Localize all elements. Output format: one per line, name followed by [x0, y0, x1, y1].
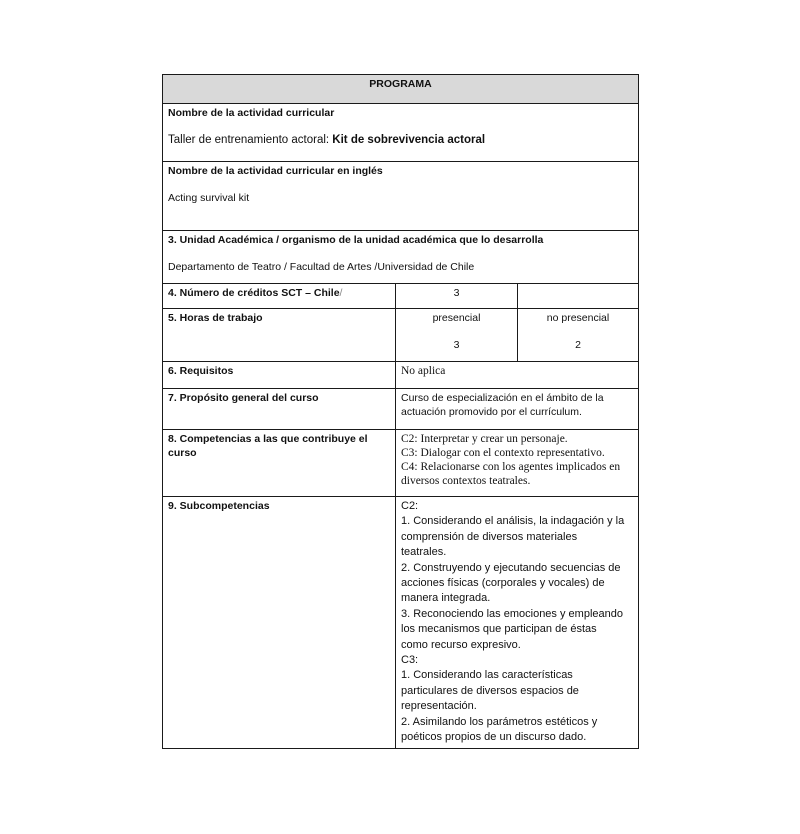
activity-name-prefix: Taller de entrenamiento actoral: [168, 134, 333, 146]
purpose-label: 7. Propósito general del curso [168, 392, 319, 404]
activity-name-en-row [163, 162, 639, 231]
subcompetency-line: C3: [401, 654, 419, 667]
subcompetency-line: poéticos propios de un discurso dado. [401, 731, 587, 744]
academic-unit-cell [163, 231, 639, 284]
activity-name-row [163, 104, 639, 162]
purpose-value-cell [396, 389, 639, 430]
credits-extra [518, 284, 639, 309]
subcompetency-line: 2. Construyendo y ejecutando secuencias de [401, 561, 621, 574]
activity-name-cell [163, 104, 639, 162]
hours-label: 5. Horas de trabajo [168, 312, 263, 324]
academic-unit-row [163, 231, 639, 284]
purpose-line: Curso de especialización en el ámbito de la [401, 392, 604, 404]
requirements-value: No aplica [396, 362, 639, 389]
subcompetency-line: teatrales. [401, 546, 447, 559]
subcompetency-line: 1. Considerando el análisis, la indagación y la [401, 515, 625, 528]
subcompetencies-row [163, 497, 639, 749]
competencies-label: 8. Competencias a las que contribuye el curso [168, 433, 368, 459]
hours-no-presencial-cell [518, 309, 639, 362]
purpose-row [163, 389, 639, 430]
subcompetency-line: C2: [401, 500, 419, 512]
hours-presencial-label: presencial [432, 312, 481, 324]
competency-line: C4: Relacionarse con los agentes implicados en [401, 461, 621, 473]
credits-row [163, 284, 639, 309]
subcompetency-line: 1. Considerando las características [401, 669, 573, 682]
subcompetency-line: 3. Reconociendo las emociones y empleando [401, 607, 623, 620]
competencies-value-cell [396, 430, 639, 497]
program-table [162, 74, 639, 749]
competencies-row [163, 430, 639, 497]
credits-value: 3 [396, 284, 518, 309]
hours-presencial-cell [396, 309, 518, 362]
requirements-label: 6. Requisitos [168, 365, 234, 377]
activity-name-en-label: Nombre de la actividad curricular en inglés [168, 165, 383, 177]
hours-row [163, 309, 639, 362]
competencies-label-cell [163, 430, 396, 497]
subcompetency-line: manera integrada. [401, 592, 491, 605]
requirements-label-cell [163, 362, 396, 389]
activity-name-label: Nombre de la actividad curricular [168, 107, 335, 119]
credits-label-suffix: / [339, 287, 343, 299]
hours-label-cell [163, 309, 396, 362]
academic-unit-value: Departamento de Teatro / Facultad de Artes /Universidad de Chile [168, 261, 475, 273]
purpose-label-cell [163, 389, 396, 430]
hours-presencial-value: 3 [453, 339, 460, 351]
subcompetency-line: los mecanismos que participan de éstas [401, 623, 597, 636]
subcompetency-line: particulares de diversos espacios de [401, 684, 579, 697]
program-title: PROGRAMA [163, 75, 639, 104]
activity-name-en-cell [163, 162, 639, 231]
activity-name-bold: Kit de sobrevivencia actoral [332, 134, 486, 146]
hours-no-presencial-label: no presencial [546, 312, 610, 324]
subcompetency-line: representación. [401, 700, 477, 713]
subcompetency-line: como recurso expresivo. [401, 638, 521, 651]
requirements-row [163, 362, 639, 389]
academic-unit-label: 3. Unidad Académica / organismo de la unidad académica que lo desarrolla [168, 234, 544, 246]
subcompetencies-label: 9. Subcompetencias [168, 500, 270, 512]
competency-line: C3: Dialogar con el contexto representativo. [401, 447, 605, 459]
subcompetencies-value-cell [396, 497, 639, 749]
subcompetency-line: comprensión de diversos materiales [401, 530, 578, 543]
subcompetencies-label-cell [163, 497, 396, 749]
subcompetency-line: acciones físicas (corporales y vocales) de [401, 577, 605, 590]
credits-label: 4. Número de créditos SCT – Chile [168, 287, 340, 299]
credits-label-cell [163, 284, 396, 309]
activity-name-value [168, 133, 633, 147]
subcompetency-line: 2. Asimilando los parámetros estéticos y [401, 715, 598, 728]
purpose-line: actuación promovido por el currículum. [401, 406, 582, 418]
competency-line: C2: Interpretar y crear un personaje. [401, 433, 568, 445]
program-title-row [163, 75, 639, 104]
competency-line: diversos contextos teatrales. [401, 475, 531, 487]
hours-no-presencial-value: 2 [575, 339, 581, 351]
activity-name-en-value: Acting survival kit [168, 192, 250, 204]
